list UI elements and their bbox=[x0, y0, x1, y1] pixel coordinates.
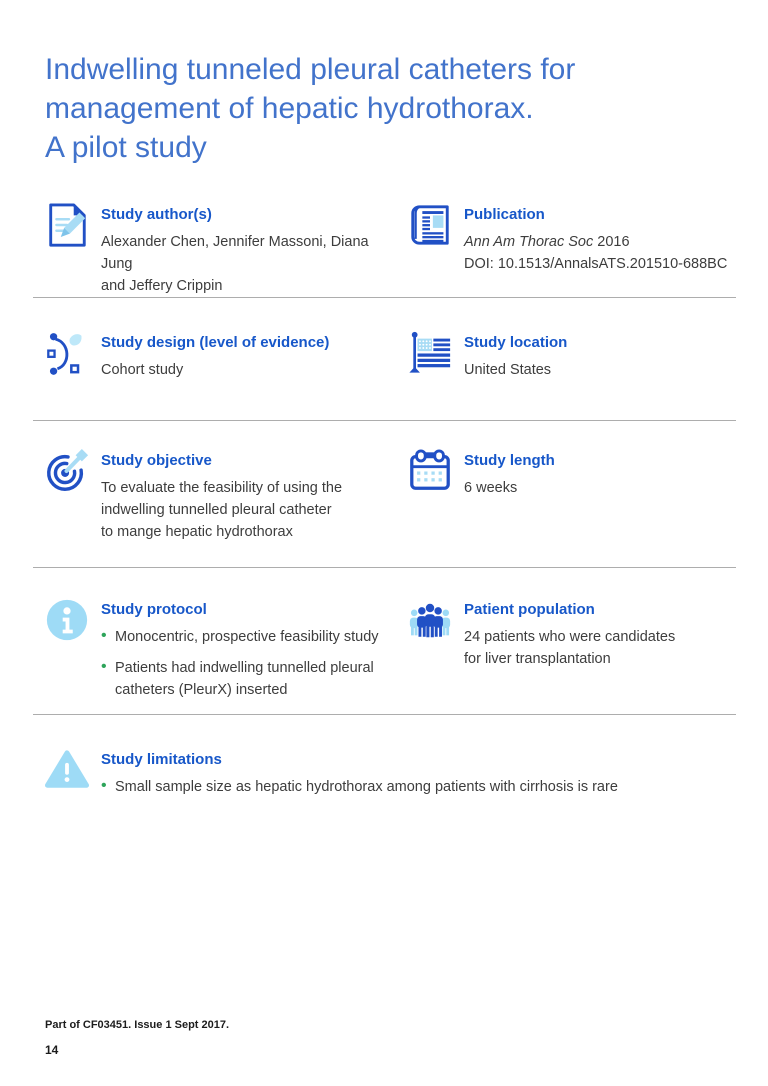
section-label: Study design (level of evidence) bbox=[101, 334, 330, 351]
journal-icon bbox=[407, 201, 455, 249]
section-study-authors bbox=[44, 201, 400, 297]
page-number: 14 bbox=[45, 1043, 59, 1057]
title-line: management of hepatic hydrothorax. bbox=[45, 92, 534, 125]
objective-line: indwelling tunnelled pleural catheter bbox=[101, 502, 332, 518]
section-study-length bbox=[407, 447, 752, 499]
section-label: Study protocol bbox=[101, 601, 207, 618]
protocol-bullet: • Monocentric, prospective feasibility study bbox=[101, 626, 393, 648]
protocol-bullet: • Patients had indwelling tunnelled pleural catheters (PleurX) inserted bbox=[101, 657, 393, 701]
document-pencil-icon bbox=[44, 201, 92, 249]
section-publication bbox=[407, 201, 752, 275]
location-text: United States bbox=[464, 362, 552, 378]
objective-line: To evaluate the feasibility of using the bbox=[101, 480, 343, 496]
bezier-curve-icon bbox=[44, 329, 92, 377]
people-group-icon bbox=[407, 596, 455, 644]
design-text: Cohort study bbox=[101, 362, 184, 378]
section-study-protocol bbox=[44, 596, 404, 710]
title-line: Indwelling tunneled pleural catheters for bbox=[45, 53, 576, 86]
page-title bbox=[45, 50, 575, 167]
usa-flag-icon bbox=[407, 329, 455, 377]
length-text: 6 weeks bbox=[464, 480, 518, 496]
section-study-design bbox=[44, 329, 400, 381]
journal-line bbox=[464, 231, 727, 253]
population-line: for liver transplantation bbox=[464, 651, 611, 667]
section-label: Study length bbox=[464, 452, 555, 469]
section-label: Study author(s) bbox=[101, 206, 212, 223]
section-patient-population bbox=[407, 596, 757, 670]
limitations-bullet: • Small sample size as hepatic hydrothorax among patients with cirrhosis is rare bbox=[101, 776, 731, 798]
doi-line: DOI: 10.1513/AnnalsATS.201510-688BC bbox=[464, 256, 728, 272]
info-icon bbox=[44, 596, 92, 644]
section-label: Patient population bbox=[464, 601, 595, 618]
section-study-limitations bbox=[44, 746, 744, 807]
divider bbox=[33, 297, 736, 298]
protocol-bullets bbox=[101, 626, 393, 701]
objective-text bbox=[101, 477, 342, 543]
authors-text bbox=[101, 231, 400, 297]
section-study-location bbox=[407, 329, 752, 381]
section-label: Study location bbox=[464, 334, 568, 351]
section-label: Study objective bbox=[101, 452, 212, 469]
population-line: 24 patients who were candidates bbox=[464, 629, 676, 645]
calendar-icon bbox=[407, 447, 455, 495]
divider bbox=[33, 420, 736, 421]
population-text bbox=[464, 626, 675, 670]
section-study-objective bbox=[44, 447, 400, 543]
authors-line: and Jeffery Crippin bbox=[101, 278, 223, 294]
footer-note: Part of CF03451. Issue 1 Sept 2017. bbox=[45, 1019, 230, 1031]
limitations-bullets bbox=[101, 776, 731, 798]
publication-text bbox=[464, 231, 727, 275]
target-dart-icon bbox=[44, 447, 92, 495]
journal-name: Ann Am Thorac Soc bbox=[464, 234, 594, 250]
objective-line: to mange hepatic hydrothorax bbox=[101, 524, 293, 540]
section-label: Publication bbox=[464, 206, 545, 223]
title-line: A pilot study bbox=[45, 131, 207, 164]
authors-line: Alexander Chen, Jennifer Massoni, Diana Jung bbox=[101, 234, 369, 272]
divider bbox=[33, 567, 736, 568]
section-label: Study limitations bbox=[101, 751, 222, 768]
journal-year: 2016 bbox=[597, 234, 630, 250]
divider bbox=[33, 714, 736, 715]
warning-triangle-icon bbox=[44, 746, 92, 794]
